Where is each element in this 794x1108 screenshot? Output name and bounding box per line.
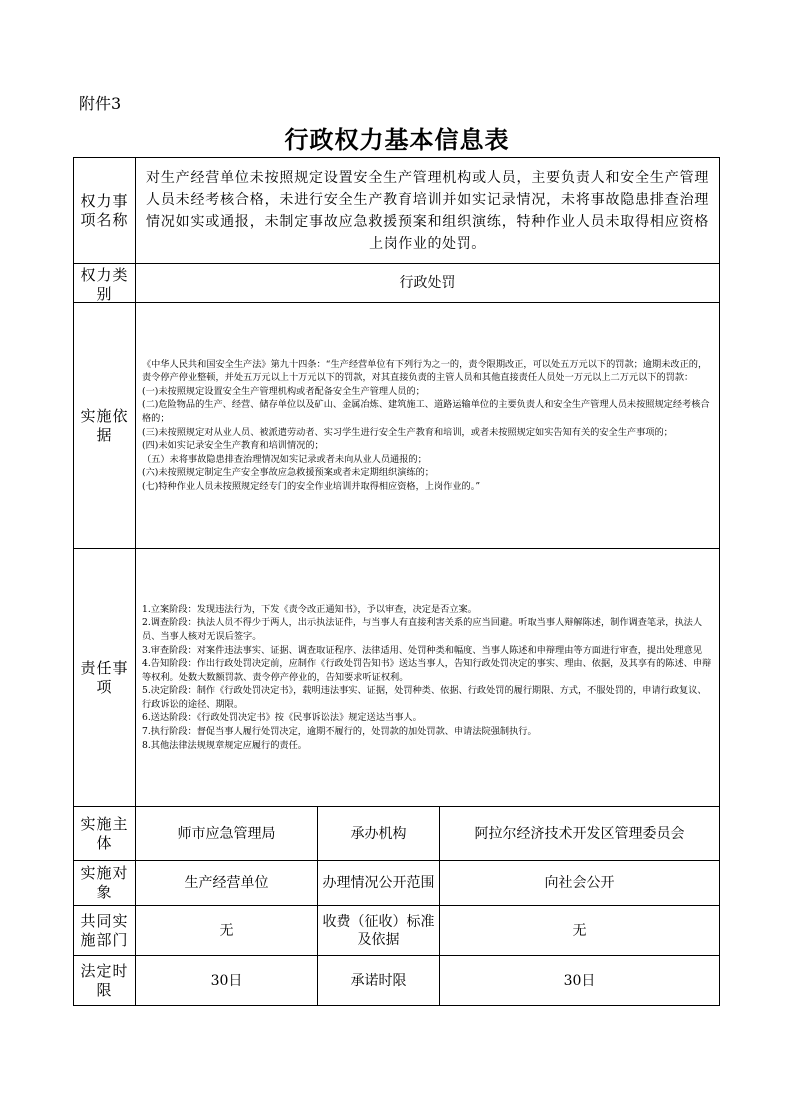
basis-line: (六)未按照规定制定生产安全事故应急救援预案或者未定期组织演练的； [142, 467, 434, 479]
label-subject: 实施主体 [74, 807, 136, 861]
row-power-name [74, 158, 720, 264]
row-responsibility [74, 549, 720, 807]
value-fee: 无 [440, 906, 720, 956]
value-power-category: 行政处罚 [136, 264, 720, 303]
value-disclosure: 向社会公开 [440, 861, 720, 906]
responsibility-line: 4.告知阶段：作出行政处罚决定前，应制作《行政处罚告知书》送达当事人，告知行政处罚决定的事实、理由、依据，及其享有的陈述、申辩等权利。处数大数额罚款、责令停产停业的，告知要求听证权利。 [142, 658, 712, 683]
value-agency: 阿拉尔经济技术开发区管理委员会 [440, 807, 720, 861]
label-power-category-text: 权力类别 [80, 266, 129, 302]
responsibility-line: 8.其他法律法规规章规定应履行的责任。 [142, 739, 307, 751]
label-responsibility: 责任事项 [74, 549, 136, 807]
value-power-name: 对生产经营单位未按照规定设置安全生产管理机构或人员，主要负责人和安全生产管理人员未经考核合格，未进行安全生产教育培训并如实记录情况，未将事故隐患排查治理情况如实或通报，未制定事故应急救援预案和组织演练，特种作业人员未取得相应资格上岗作业的处罚。 [136, 158, 720, 264]
label-power-name: 权力事项名称 [74, 158, 136, 264]
value-subject: 师市应急管理局 [136, 807, 318, 861]
label-basis: 实施依据 [74, 303, 136, 549]
row-basis [74, 303, 720, 549]
label-joint: 共同实施部门 [74, 906, 136, 956]
responsibility-line: 2.调查阶段：执法人员不得少于两人，出示执法证件，与当事人有直接利害关系的应当回避。听取当事人辩解陈述，制作调查笔录，执法人员、当事人核对无误后签字。 [142, 617, 703, 642]
value-joint: 无 [136, 906, 318, 956]
value-basis [136, 303, 720, 549]
info-table [73, 157, 720, 1006]
basis-line: (七)特种作业人员未按照规定经专门的安全作业培训并取得相应资格，上岗作业的。” [142, 480, 481, 492]
label-power-category [74, 264, 136, 303]
row-subject [74, 807, 720, 861]
basis-line: (四)未如实记录安全生产教育和培训情况的； [142, 440, 324, 452]
label-disclosure: 办理情况公开范围 [318, 861, 440, 906]
row-power-category [74, 264, 720, 303]
basis-line: (一)未按照规定设置安全生产管理机构或者配备安全生产管理人员的； [142, 385, 425, 397]
responsibility-line: 6.送达阶段：《行政处罚决定书》按《民事诉讼法》规定送达当事人。 [142, 712, 422, 724]
label-agency: 承办机构 [318, 807, 440, 861]
row-time [74, 956, 720, 1006]
label-promise-time: 承诺时限 [318, 956, 440, 1006]
basis-line: (三)未按照规定对从业人员、被派遣劳动者、实习学生进行安全生产教育和培训，或者未按照规定如实告知有关的安全生产事项的； [142, 426, 673, 438]
value-promise-time: 30日 [440, 956, 720, 1006]
responsibility-line: 3.审查阶段：对案件违法事实、证据、调查取证程序、法律适用、处罚种类和幅度、当事人陈述和申辩理由等方面进行审查，提出处理意见 [142, 644, 703, 656]
basis-line: 《中华人民共和国安全生产法》第九十四条：“生产经营单位有下列行为之一的，责令限期改正，可以处五万元以下的罚款；逾期未改正的，责令停产停业整顿，并处五万元以上十万元以下的罚款，对其直接负责的主管人员和其他直接责任人员处一万元以上二万元以下的罚款： [142, 358, 708, 384]
value-legal-time: 30日 [136, 956, 318, 1006]
value-target: 生产经营单位 [136, 861, 318, 906]
label-target: 实施对象 [74, 861, 136, 906]
label-fee: 收费（征收）标准及依据 [318, 906, 440, 956]
row-joint [74, 906, 720, 956]
row-target [74, 861, 720, 906]
label-legal-time: 法定时限 [74, 956, 136, 1006]
basis-line: （五）未将事故隐患排查治理情况如实记录或者未向从业人员通报的； [142, 453, 427, 465]
basis-line: (二)危险物品的生产、经营、储存单位以及矿山、金属冶炼、建筑施工、道路运输单位的主要负责人和安全生产管理人员未按照规定经考核合格的； [142, 399, 710, 424]
responsibility-line: 5.决定阶段：制作《行政处罚决定书》，载明违法事实、证据，处罚种类、依据、行政处罚的履行期限、方式，不服处罚的，申请行政复议、行政诉讼的途径、期限。 [142, 685, 707, 710]
responsibility-line: 1.立案阶段：发现违法行为，下发《责令改正通知书》，予以审查，决定是否立案。 [142, 603, 477, 615]
page-title: 行政权力基本信息表 [284, 125, 510, 154]
attachment-label: 附件3 [79, 94, 122, 113]
value-responsibility [136, 549, 720, 807]
responsibility-line: 7.执行阶段：督促当事人履行处罚决定，逾期不履行的，处罚款的加处罚款、申请法院强制执行。 [142, 726, 537, 738]
